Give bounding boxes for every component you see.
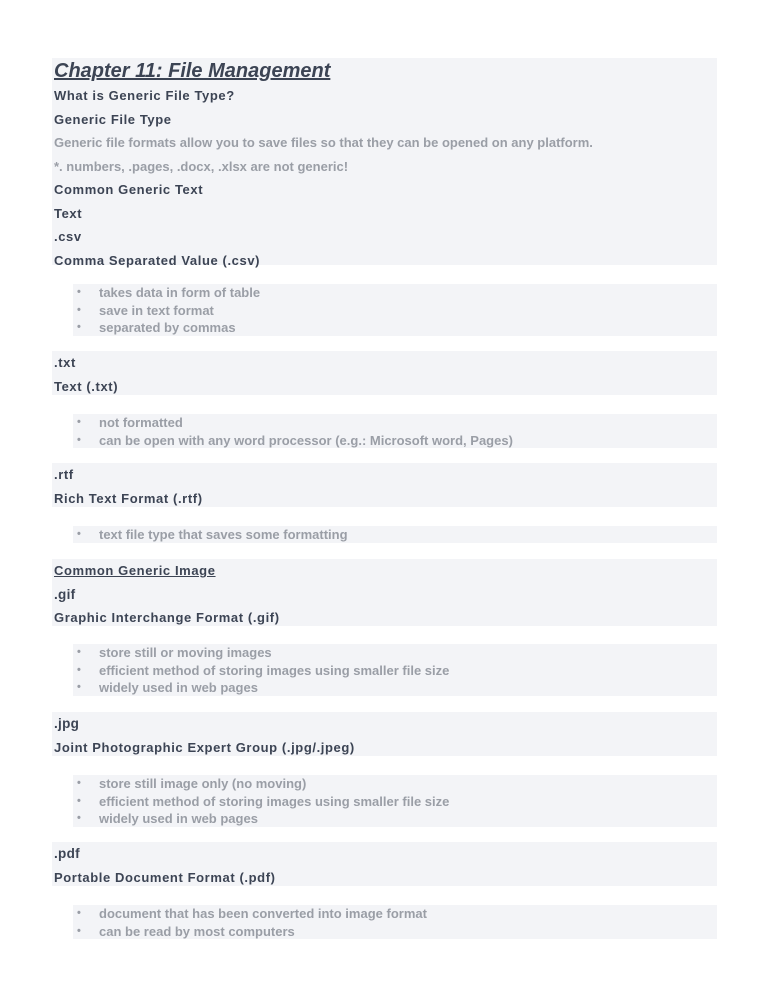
- extension-heading: .gif: [54, 586, 76, 602]
- bullet-icon: •: [77, 924, 81, 937]
- note: *. numbers, .pages, .docx, .xlsx are not generic!: [54, 158, 349, 174]
- list-item: • store still image only (no moving): [77, 776, 307, 791]
- list-item: • takes data in form of table: [77, 285, 261, 300]
- list-item: • text file type that saves some formatting: [77, 527, 348, 542]
- format-heading: Joint Photographic Expert Group (.jpg/.jpeg): [54, 739, 355, 755]
- list-item: • separated by commas: [77, 320, 236, 335]
- extension-heading: .txt: [54, 355, 76, 370]
- list-item: • document that has been converted into image format: [77, 906, 427, 921]
- jpg-section: [52, 712, 717, 756]
- list-item: • widely used in web pages: [77, 811, 258, 826]
- paragraph: Generic file formats allow you to save files so that they can be opened on any platform.: [54, 135, 593, 150]
- gif-section: [52, 559, 717, 626]
- bullet-icon: •: [77, 794, 81, 807]
- list-item: • efficient method of storing images using smaller file size: [77, 662, 450, 678]
- bullet-icon: •: [77, 777, 81, 789]
- list-item: • efficient method of storing images using smaller file size: [77, 793, 450, 809]
- bullet-icon: •: [77, 433, 81, 446]
- bullet-icon: •: [77, 812, 81, 824]
- list-item: • not formatted: [77, 415, 183, 430]
- list-item: • can be open with any word processor (e.g.: Microsoft word, Pages): [77, 432, 513, 448]
- format-heading: Comma Separated Value (.csv): [54, 252, 261, 268]
- list-item: • store still or moving images: [77, 645, 272, 660]
- page-title: Chapter 11: File Management: [54, 60, 331, 82]
- gif-list: [73, 644, 717, 696]
- bullet-icon: •: [77, 646, 81, 658]
- subheading: Text: [54, 205, 83, 221]
- bullet-icon: •: [77, 321, 81, 333]
- format-heading: Portable Document Format (.pdf): [54, 869, 276, 885]
- jpg-list: [73, 775, 717, 827]
- bullet-icon: •: [77, 286, 81, 298]
- format-heading: Text (.txt): [54, 378, 119, 394]
- pdf-list: [73, 905, 717, 939]
- rtf-section: [52, 463, 717, 507]
- bullet-icon: •: [77, 681, 81, 693]
- rtf-list: [73, 526, 717, 543]
- format-heading: Graphic Interchange Format (.gif): [54, 610, 280, 625]
- list-item: • widely used in web pages: [77, 680, 258, 695]
- format-heading: Rich Text Format (.rtf): [54, 490, 203, 506]
- question-heading: What is Generic File Type?: [54, 88, 235, 103]
- extension-heading: .jpg: [54, 716, 80, 731]
- bullet-icon: •: [77, 907, 81, 919]
- extension-heading: .pdf: [54, 846, 80, 861]
- extension-heading: .rtf: [54, 467, 74, 482]
- section-heading: Generic File Type: [54, 111, 172, 127]
- bullet-icon: •: [77, 663, 81, 676]
- txt-section: [52, 351, 717, 395]
- txt-list: [73, 414, 717, 448]
- list-item: • save in text format: [77, 302, 214, 318]
- section-heading: Common Generic Image: [54, 563, 216, 578]
- list-item: • can be read by most computers: [77, 923, 295, 939]
- bullet-icon: •: [77, 528, 81, 540]
- bullet-icon: •: [77, 416, 81, 428]
- intro-section: [52, 58, 717, 268]
- bullet-icon: •: [77, 303, 81, 316]
- pdf-section: [52, 842, 717, 886]
- csv-list: [73, 284, 717, 336]
- section-heading: Common Generic Text: [54, 182, 204, 197]
- extension-heading: .csv: [54, 229, 82, 244]
